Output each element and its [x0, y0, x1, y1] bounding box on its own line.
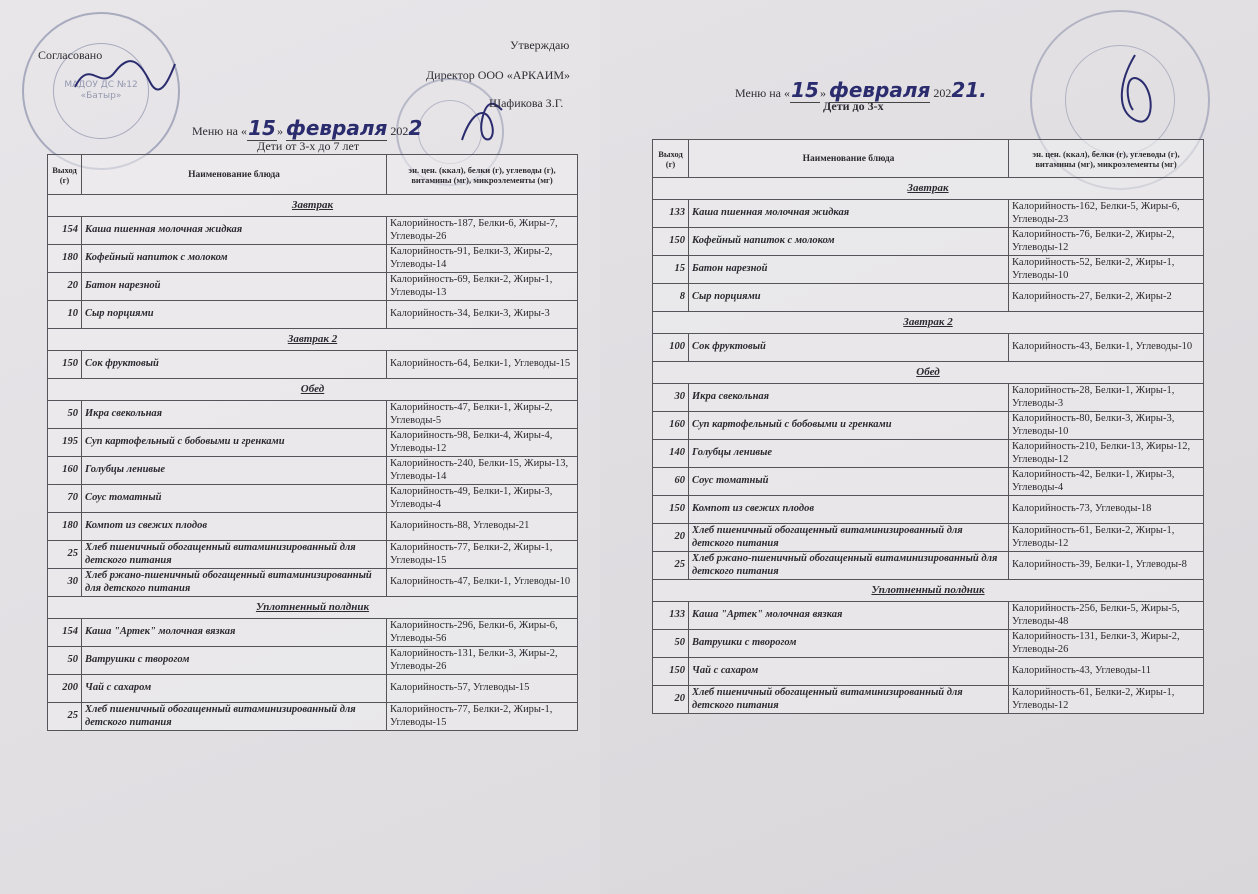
table-row	[48, 301, 578, 329]
portion-weight: 50	[653, 630, 689, 658]
table-row	[653, 468, 1204, 496]
menu-date-year-prefix-right: 202	[933, 86, 952, 100]
section-title: Уплотненный полдник	[653, 580, 1204, 602]
dish-name: Суп картофельный с бобовыми и гренками	[82, 429, 387, 457]
stamp-text: МАДОУ ДС №12 «Батыр»	[64, 80, 138, 101]
dish-name: Ватрушки с творогом	[689, 630, 1009, 658]
nutrition-info: Калорийность-42, Белки-1, Жиры-3, Углеводы-4	[1009, 468, 1204, 496]
nutrition-info: Калорийность-69, Белки-2, Жиры-1, Углеводы-13	[387, 273, 578, 301]
nutrition-info: Калорийность-98, Белки-4, Жиры-4, Углеводы-12	[387, 429, 578, 457]
approve-label: Утверждаю	[510, 38, 570, 52]
portion-weight: 25	[48, 541, 82, 569]
table-row	[48, 647, 578, 675]
age-group-right: Дети до 3-х	[823, 99, 884, 113]
nutrition-info: Калорийность-47, Белки-1, Жиры-2, Углеводы-5	[387, 401, 578, 429]
menu-date-suffix-right: 1.	[965, 78, 987, 102]
table-row	[653, 630, 1204, 658]
dish-name: Хлеб пшеничный обогащенный витаминизированный для детского питания	[82, 703, 387, 731]
section-title: Завтрак 2	[653, 312, 1204, 334]
section-title: Завтрак 2	[48, 329, 578, 351]
dish-name: Сыр порциями	[689, 284, 1009, 312]
nutrition-info: Калорийность-256, Белки-5, Жиры-5, Углеводы-48	[1009, 602, 1204, 630]
nutrition-info: Калорийность-57, Углеводы-15	[387, 675, 578, 703]
portion-weight: 30	[653, 384, 689, 412]
dish-name: Каша "Артек" молочная вязкая	[689, 602, 1009, 630]
dish-name: Кофейный напиток с молоком	[689, 228, 1009, 256]
table-row	[653, 256, 1204, 284]
portion-weight: 195	[48, 429, 82, 457]
portion-weight: 140	[653, 440, 689, 468]
portion-weight: 133	[653, 200, 689, 228]
nutrition-info: Калорийность-88, Углеводы-21	[387, 513, 578, 541]
nutrition-info: Калорийность-49, Белки-1, Жиры-3, Углеводы-4	[387, 485, 578, 513]
table-row	[48, 217, 578, 245]
header-nutrition-right: эн. цен. (ккал), белки (г), углеводы (г), витамины (мг), микроэлементы (мг)	[1009, 140, 1204, 178]
nutrition-info: Калорийность-61, Белки-2, Жиры-1, Углеводы-12	[1009, 686, 1204, 714]
menu-date-day-right: 15	[791, 78, 819, 102]
dish-name: Каша "Артек" молочная вязкая	[82, 619, 387, 647]
nutrition-info: Калорийность-39, Белки-1, Углеводы-8	[1009, 552, 1204, 580]
portion-weight: 25	[48, 703, 82, 731]
table-row	[48, 703, 578, 731]
nutrition-info: Калорийность-64, Белки-1, Углеводы-15	[387, 351, 578, 379]
signature-right	[1105, 50, 1165, 130]
portion-weight: 10	[48, 301, 82, 329]
portion-weight: 150	[653, 658, 689, 686]
header-nutrition: эн. цен. (ккал), белки (г), углеводы (г), витамины (мг), микроэлементы (мг)	[387, 155, 578, 195]
table-row	[48, 351, 578, 379]
nutrition-info: Калорийность-43, Белки-1, Углеводы-10	[1009, 334, 1204, 362]
nutrition-info: Калорийность-47, Белки-1, Углеводы-10	[387, 569, 578, 597]
section-title: Уплотненный полдник	[48, 597, 578, 619]
table-row	[48, 541, 578, 569]
header-qty: Выход (г)	[48, 155, 82, 195]
section-row	[653, 178, 1204, 200]
portion-weight: 150	[653, 496, 689, 524]
portion-weight: 154	[48, 619, 82, 647]
table-row	[48, 429, 578, 457]
section-title: Завтрак	[653, 178, 1204, 200]
dish-name: Хлеб пшеничный обогащенный витаминизированный для детского питания	[82, 541, 387, 569]
dish-name: Чай с сахаром	[82, 675, 387, 703]
nutrition-info: Калорийность-80, Белки-3, Жиры-3, Углеводы-10	[1009, 412, 1204, 440]
dish-name: Хлеб ржано-пшеничный обогащенный витаминизированный для детского питания	[689, 552, 1009, 580]
menu-date-month: февраля	[285, 116, 388, 140]
nutrition-info: Калорийность-210, Белки-13, Жиры-12, Углеводы-12	[1009, 440, 1204, 468]
table-row	[653, 334, 1204, 362]
dish-name: Суп картофельный с бобовыми и гренками	[689, 412, 1009, 440]
nutrition-info: Калорийность-34, Белки-3, Жиры-3	[387, 301, 578, 329]
section-row	[48, 597, 578, 619]
portion-weight: 15	[653, 256, 689, 284]
nutrition-info: Калорийность-187, Белки-6, Жиры-7, Углеводы-26	[387, 217, 578, 245]
table-row	[653, 524, 1204, 552]
table-header-row	[48, 155, 578, 195]
nutrition-info: Калорийность-28, Белки-1, Жиры-1, Углеводы-3	[1009, 384, 1204, 412]
portion-weight: 60	[653, 468, 689, 496]
dish-name: Хлеб ржано-пшеничный обогащенный витаминизированный для детского питания	[82, 569, 387, 597]
header-dish: Наименование блюда	[82, 155, 387, 195]
dish-name: Голубцы ленивые	[689, 440, 1009, 468]
portion-weight: 50	[48, 647, 82, 675]
nutrition-info: Калорийность-77, Белки-2, Жиры-1, Углеводы-15	[387, 541, 578, 569]
portion-weight: 200	[48, 675, 82, 703]
nutrition-info: Калорийность-61, Белки-2, Жиры-1, Углеводы-12	[1009, 524, 1204, 552]
table-row	[653, 284, 1204, 312]
section-row	[48, 329, 578, 351]
dish-name: Батон нарезной	[689, 256, 1009, 284]
dish-name: Сыр порциями	[82, 301, 387, 329]
nutrition-info: Калорийность-162, Белки-5, Жиры-6, Углеводы-23	[1009, 200, 1204, 228]
nutrition-info: Калорийность-91, Белки-3, Жиры-2, Углеводы-14	[387, 245, 578, 273]
portion-weight: 20	[48, 273, 82, 301]
table-body-left	[48, 195, 578, 731]
portion-weight: 8	[653, 284, 689, 312]
menu-date-prefix-right: Меню на «	[735, 86, 790, 100]
menu-date-mid-right: »	[819, 86, 826, 100]
menu-table-left	[47, 154, 578, 731]
table-row	[653, 602, 1204, 630]
table-row	[653, 440, 1204, 468]
table-body-right	[653, 178, 1204, 714]
portion-weight: 50	[48, 401, 82, 429]
table-row	[48, 619, 578, 647]
table-row	[653, 412, 1204, 440]
table-row	[48, 485, 578, 513]
nutrition-info: Калорийность-77, Белки-2, Жиры-1, Углеводы-15	[387, 703, 578, 731]
portion-weight: 180	[48, 513, 82, 541]
portion-weight: 100	[653, 334, 689, 362]
portion-weight: 150	[48, 351, 82, 379]
dish-name: Голубцы ленивые	[82, 457, 387, 485]
nutrition-info: Калорийность-52, Белки-2, Жиры-1, Углеводы-10	[1009, 256, 1204, 284]
table-row	[653, 686, 1204, 714]
dish-name: Ватрушки с творогом	[82, 647, 387, 675]
director-title: Директор ООО «АРКАИМ»	[426, 68, 571, 82]
dish-name: Компот из свежих плодов	[689, 496, 1009, 524]
table-row	[48, 513, 578, 541]
menu-date-line	[192, 116, 422, 141]
section-title: Обед	[653, 362, 1204, 384]
menu-date-year-hand-right: 2	[951, 78, 966, 102]
header-dish-right: Наименование блюда	[689, 140, 1009, 178]
portion-weight: 150	[653, 228, 689, 256]
table-row	[48, 675, 578, 703]
portion-weight: 160	[48, 457, 82, 485]
menu-date-month-right: февраля	[828, 78, 931, 102]
nutrition-info: Калорийность-27, Белки-2, Жиры-2	[1009, 284, 1204, 312]
agree-label: Согласовано	[38, 48, 103, 62]
dish-name: Батон нарезной	[82, 273, 387, 301]
table-row	[48, 273, 578, 301]
table-row	[653, 384, 1204, 412]
menu-date-mid: »	[276, 124, 283, 138]
portion-weight: 180	[48, 245, 82, 273]
nutrition-info: Калорийность-131, Белки-3, Жиры-2, Углеводы-26	[1009, 630, 1204, 658]
portion-weight: 154	[48, 217, 82, 245]
table-row	[653, 552, 1204, 580]
nutrition-info: Калорийность-240, Белки-15, Жиры-13, Углеводы-14	[387, 457, 578, 485]
dish-name: Икра свекольная	[82, 401, 387, 429]
menu-date-year-prefix: 202	[390, 124, 409, 138]
header-qty-right: Выход (г)	[653, 140, 689, 178]
table-row	[48, 401, 578, 429]
menu-date-day: 15	[248, 116, 276, 140]
portion-weight: 20	[653, 524, 689, 552]
table-row	[48, 569, 578, 597]
section-title: Завтрак	[48, 195, 578, 217]
dish-name: Сок фруктовый	[82, 351, 387, 379]
age-group: Дети от 3-х до 7 лет	[257, 139, 360, 153]
dish-name: Сок фруктовый	[689, 334, 1009, 362]
table-header-row-right	[653, 140, 1204, 178]
table-row	[653, 658, 1204, 686]
table-row	[653, 228, 1204, 256]
nutrition-info: Калорийность-76, Белки-2, Жиры-2, Углеводы-12	[1009, 228, 1204, 256]
table-row	[48, 245, 578, 273]
dish-name: Соус томатный	[82, 485, 387, 513]
portion-weight: 30	[48, 569, 82, 597]
dish-name: Кофейный напиток с молоком	[82, 245, 387, 273]
portion-weight: 133	[653, 602, 689, 630]
dish-name: Хлеб пшеничный обогащенный витаминизированный для детского питания	[689, 686, 1009, 714]
section-row	[653, 312, 1204, 334]
section-row	[653, 362, 1204, 384]
section-title: Обед	[48, 379, 578, 401]
menu-date-prefix: Меню на «	[192, 124, 247, 138]
menu-date-year-hand: 2	[408, 116, 423, 140]
table-row	[48, 457, 578, 485]
section-row	[48, 195, 578, 217]
table-row	[653, 496, 1204, 524]
menu-table-right	[652, 139, 1204, 714]
section-row	[653, 580, 1204, 602]
nutrition-info: Калорийность-43, Углеводы-11	[1009, 658, 1204, 686]
dish-name: Каша пшенная молочная жидкая	[82, 217, 387, 245]
dish-name: Чай с сахаром	[689, 658, 1009, 686]
section-row	[48, 379, 578, 401]
nutrition-info: Калорийность-73, Углеводы-18	[1009, 496, 1204, 524]
portion-weight: 160	[653, 412, 689, 440]
dish-name: Компот из свежих плодов	[82, 513, 387, 541]
nutrition-info: Калорийность-296, Белки-6, Жиры-6, Углеводы-56	[387, 619, 578, 647]
portion-weight: 20	[653, 686, 689, 714]
portion-weight: 70	[48, 485, 82, 513]
dish-name: Икра свекольная	[689, 384, 1009, 412]
dish-name: Соус томатный	[689, 468, 1009, 496]
dish-name: Каша пшенная молочная жидкая	[689, 200, 1009, 228]
table-row	[653, 200, 1204, 228]
dish-name: Хлеб пшеничный обогащенный витаминизированный для детского питания	[689, 524, 1009, 552]
director-name: Шафикова З.Г.	[489, 96, 564, 110]
portion-weight: 25	[653, 552, 689, 580]
nutrition-info: Калорийность-131, Белки-3, Жиры-2, Углеводы-26	[387, 647, 578, 675]
